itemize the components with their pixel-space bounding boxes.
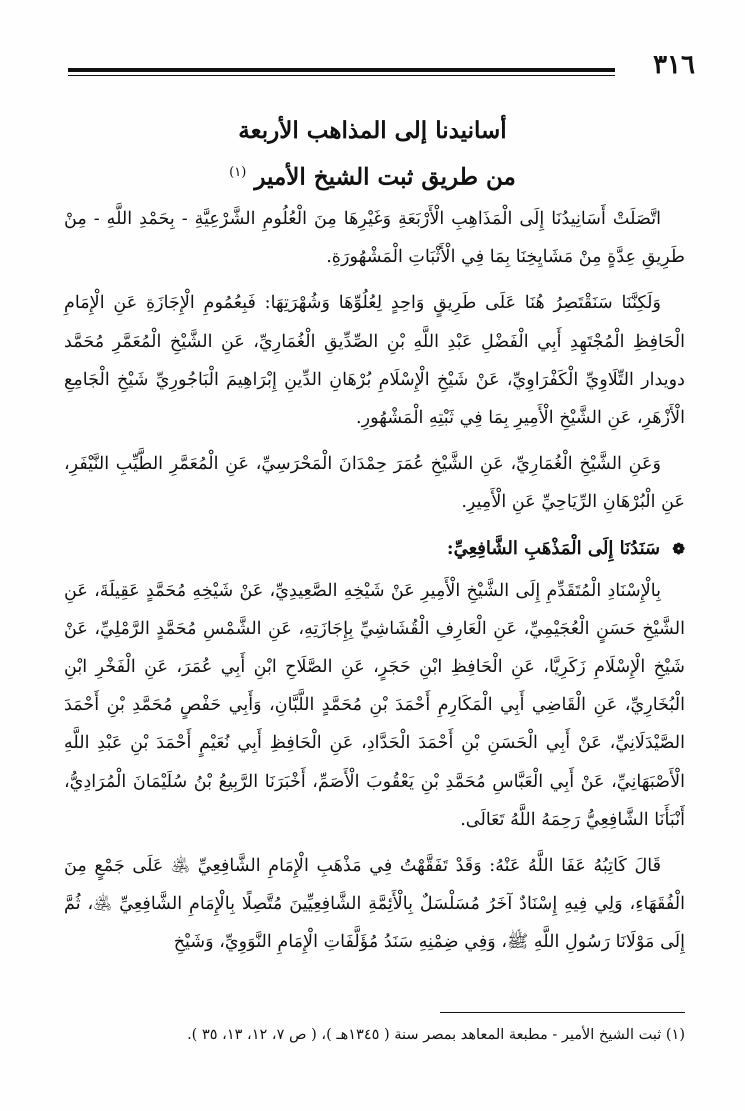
footnote: (١) ثبت الشيخ الأمير - مطبعة المعاهد بمصر سنة ( ١٣٤٥هـ )، ( ص ٧، ١٢، ١٣، ٣٥ ). — [187, 1027, 685, 1043]
paragraph-author-note: قَالَ كَاتِبُهُ عَفَا اللَّهُ عَنْهُ: وَقَدْ تَفَقَّهْتُ فِي مَذْهَبِ الْإِمَامِ الشَّافِعِيِّ ﵁ عَلَى جَمْعٍ مِنَ الْفُقَهَاءِ، وَلِي فِيهِ إِسْنَادٌ آخَرُ مُسَلْسَلٌ بِالْأَئِمَّةِ الشَّافِعِيِّينَ مُتَّصِلًا بِالْإِمَامِ الشَّافِعِيِّ ﵁، ثُمَّ إِلَى مَوْلَانَا رَسُولِ اللَّهِ ﷺ، وَفِي ضِمْنِهِ سَنَدُ مُؤَلَّفَاتِ الْإِمَامِ النَّوَوِيِّ، وَشَيْخِ — [64, 856, 685, 953]
page-subtitle-text: من طريق ثبت الشيخ الأمير — [254, 163, 516, 191]
paragraph-chain-alt: وَعَنِ الشَّيْخِ الْغُمَارِيِّ، عَنِ الشَّيْخِ عُمَرَ حِمْدَانَ الْمَحْرَسِيِّ، عَنِ الْمُعَمَّرِ الطَّيِّبِ النَّيْفَرِ، عَنِ الْبُرْهَانِ الرِّيَاحِيِّ عَنِ الْأَمِيرِ. — [64, 454, 685, 513]
page-title: أسانيدنا إلى المذاهب الأربعة — [238, 117, 507, 144]
section-heading-shafii — [64, 530, 685, 568]
header-rule — [68, 68, 615, 76]
paragraph-intro: اتَّصَلَتْ أَسَانِيدُنَا إِلَى الْمَذَاهِبِ الْأَرْبَعَةِ وَغَيْرِهَا مِنَ الْعُلُومِ الشَّرْعِيَّةِ - بِحَمْدِ اللَّهِ - مِنْ طَرِيقِ عِدَّةٍ مِنْ مَشَايِخِنَا بِمَا فِي الْأَثْبَاتِ الْمَشْهُورَةِ. — [64, 209, 685, 268]
footnote-rule — [440, 1012, 685, 1013]
page-subtitle — [0, 152, 745, 199]
footnote-marker: (١) — [229, 165, 247, 180]
paragraph-chain: وَلَكِنَّنَا سَنَقْتَصِرُ هُنَا عَلَى طَرِيقٍ وَاحِدٍ لِعُلُوِّهَا وَشُهْرَتِهَا: فَبِعُمُومِ الْإِجَازَةِ عَنِ الْإِمَامِ الْحَافِظِ الْمُجْتَهِدِ أَبِي الْفَضْلِ عَبْدِ اللَّهِ بْنِ الصِّدِّيقِ الْغُمَارِيِّ، عَنِ الشَّيْخِ الْمُعَمَّرِ مُحَمَّد دويدار التِّلَاوِيِّ الْكَفْرَاوِيِّ، عَنْ شَيْخِ الْإِسْلَامِ بُرْهَانِ الدِّينِ إِبْرَاهِيمَ الْبَاجُورِيِّ شَيْخِ الْجَامِعِ الْأَزْهَرِ، عَنِ الشَّيْخِ الْأَمِيرِ بِمَا فِي ثَبْتِهِ الْمَشْهُورِ. — [64, 293, 685, 429]
page-number: ٣١٦ — [653, 50, 695, 80]
main-text — [64, 200, 685, 970]
title-block — [0, 110, 745, 199]
section-heading-text: سَنَدُنَا إِلَى الْمَذْهَبِ الشَّافِعِيِّ: — [446, 537, 661, 559]
paragraph-shafii-chain: بِالْإِسْنَادِ الْمُتَقَدِّمِ إِلَى الشَّيْخِ الْأَمِيرِ عَنْ شَيْخِهِ الصَّعِيدِيِّ، عَنْ شَيْخِهِ مُحَمَّدٍ عَقِيلَةَ، عَنِ الشَّيْخِ حَسَنٍ الْعُجَيْمِيِّ، عَنِ الْعَارِفِ الْقُشَاشِيِّ بِإِجَازَتِهِ، عَنِ الشَّمْسِ مُحَمَّدٍ الرَّمْلِيِّ، عَنْ شَيْخِ الْإِسْلَامِ زَكَرِيَّا، عَنِ الْحَافِظِ ابْنِ حَجَرٍ، عَنِ الصَّلَاحِ ابْنِ أَبِي عُمَرَ، عَنِ الْفَخْرِ ابْنِ الْبُخَارِيِّ، عَنِ الْقَاضِي أَبِي الْمَكَارِمِ أَحْمَدَ بْنِ مُحَمَّدٍ اللَّبَّانِ، وَأَبِي حَفْصٍ مُحَمَّدِ بْنِ أَحْمَدَ الصَّيْدَلَانِيِّ، عَنْ أَبِي الْحَسَنِ بْنِ أَحْمَدَ الْحَدَّادِ، عَنِ الْحَافِظِ أَبِي نُعَيْمٍ أَحْمَدَ بْنِ عَبْدِ اللَّهِ الْأَصْبَهَانِيِّ، عَنْ أَبِي الْعَبَّاسِ مُحَمَّدِ بْنِ يَعْقُوبَ الْأَصَمِّ، أَخْبَرَنَا الرَّبِيعُ بْنُ سُلَيْمَانَ الْمُرَادِيُّ، أَنْبَأَنَا الشَّافِعِيُّ رَحِمَهُ اللَّهُ تَعَالَى. — [64, 580, 685, 830]
flower-ornament-icon: ❁ — [672, 539, 685, 558]
